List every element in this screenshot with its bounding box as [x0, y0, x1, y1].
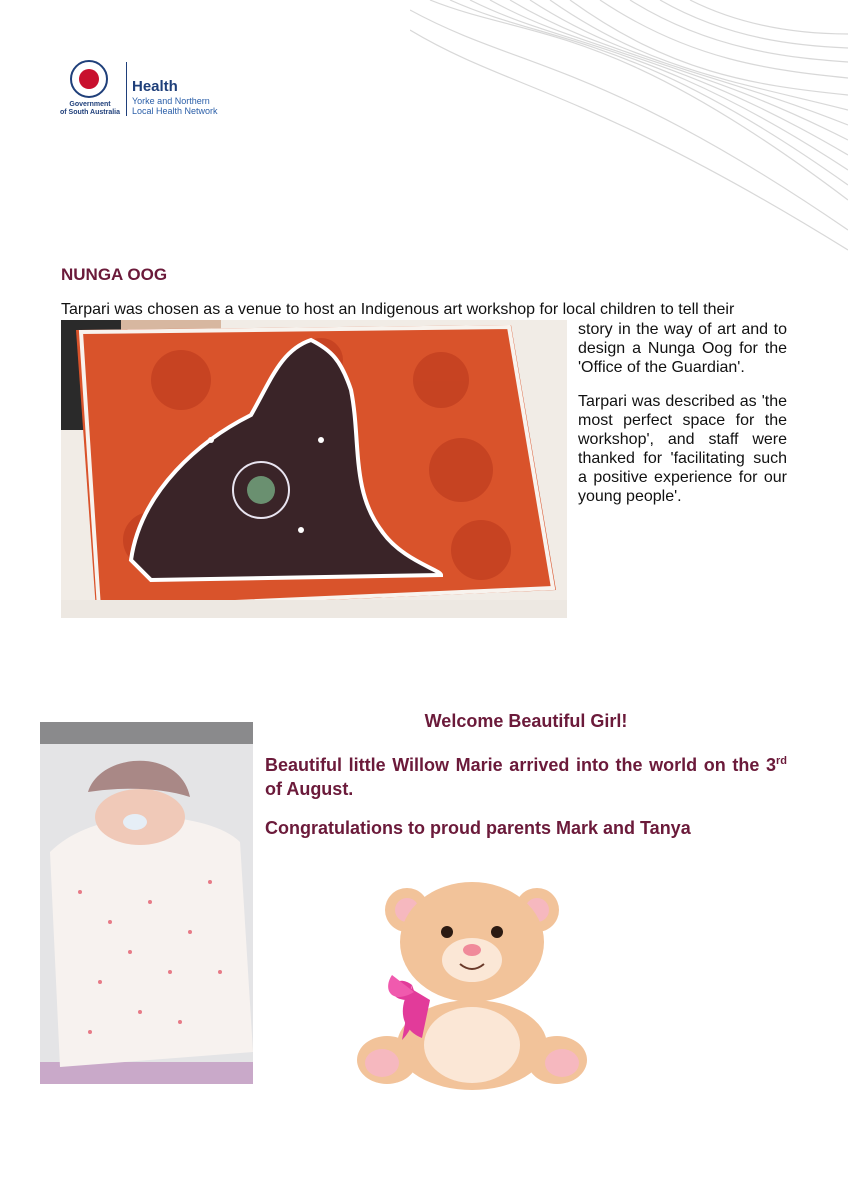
- congratulations-text: Congratulations to proud parents Mark and Tanya: [265, 818, 691, 838]
- health-wordmark: Health: [132, 78, 178, 95]
- nunga-paragraph-1: story in the way of art and to design a Nunga Oog for the 'Office of the Guardian'.: [578, 321, 787, 376]
- welcome-title: Welcome Beautiful Girl!: [424, 711, 628, 731]
- sa-health-logo: [58, 58, 238, 120]
- logo-divider: [126, 62, 127, 116]
- indigenous-art-photo: [61, 320, 567, 618]
- decorative-wave-lines: [410, 0, 848, 260]
- newborn-baby-photo: [40, 722, 253, 1084]
- sa-government-crest-icon: [70, 60, 108, 98]
- birth-announcement: Beautiful little Willow Marie arrived into the world on the 3rd of August.: [265, 755, 787, 799]
- network-name: Yorke and Northern Local Health Network: [132, 96, 218, 116]
- government-of-south-australia-label: Government of South Australia: [59, 101, 121, 116]
- nunga-intro-text: Tarpari was chosen as a venue to host an Indigenous art workshop for local children to tell their: [61, 301, 735, 318]
- teddy-bear-illustration: [352, 880, 592, 1092]
- section-title-nunga-oog: NUNGA OOG: [61, 265, 168, 284]
- nunga-paragraph-2: Tarpari was described as 'the most perfect space for the workshop', and staff were thanked for 'facilitating such a positive experience for our young people'.: [578, 393, 787, 505]
